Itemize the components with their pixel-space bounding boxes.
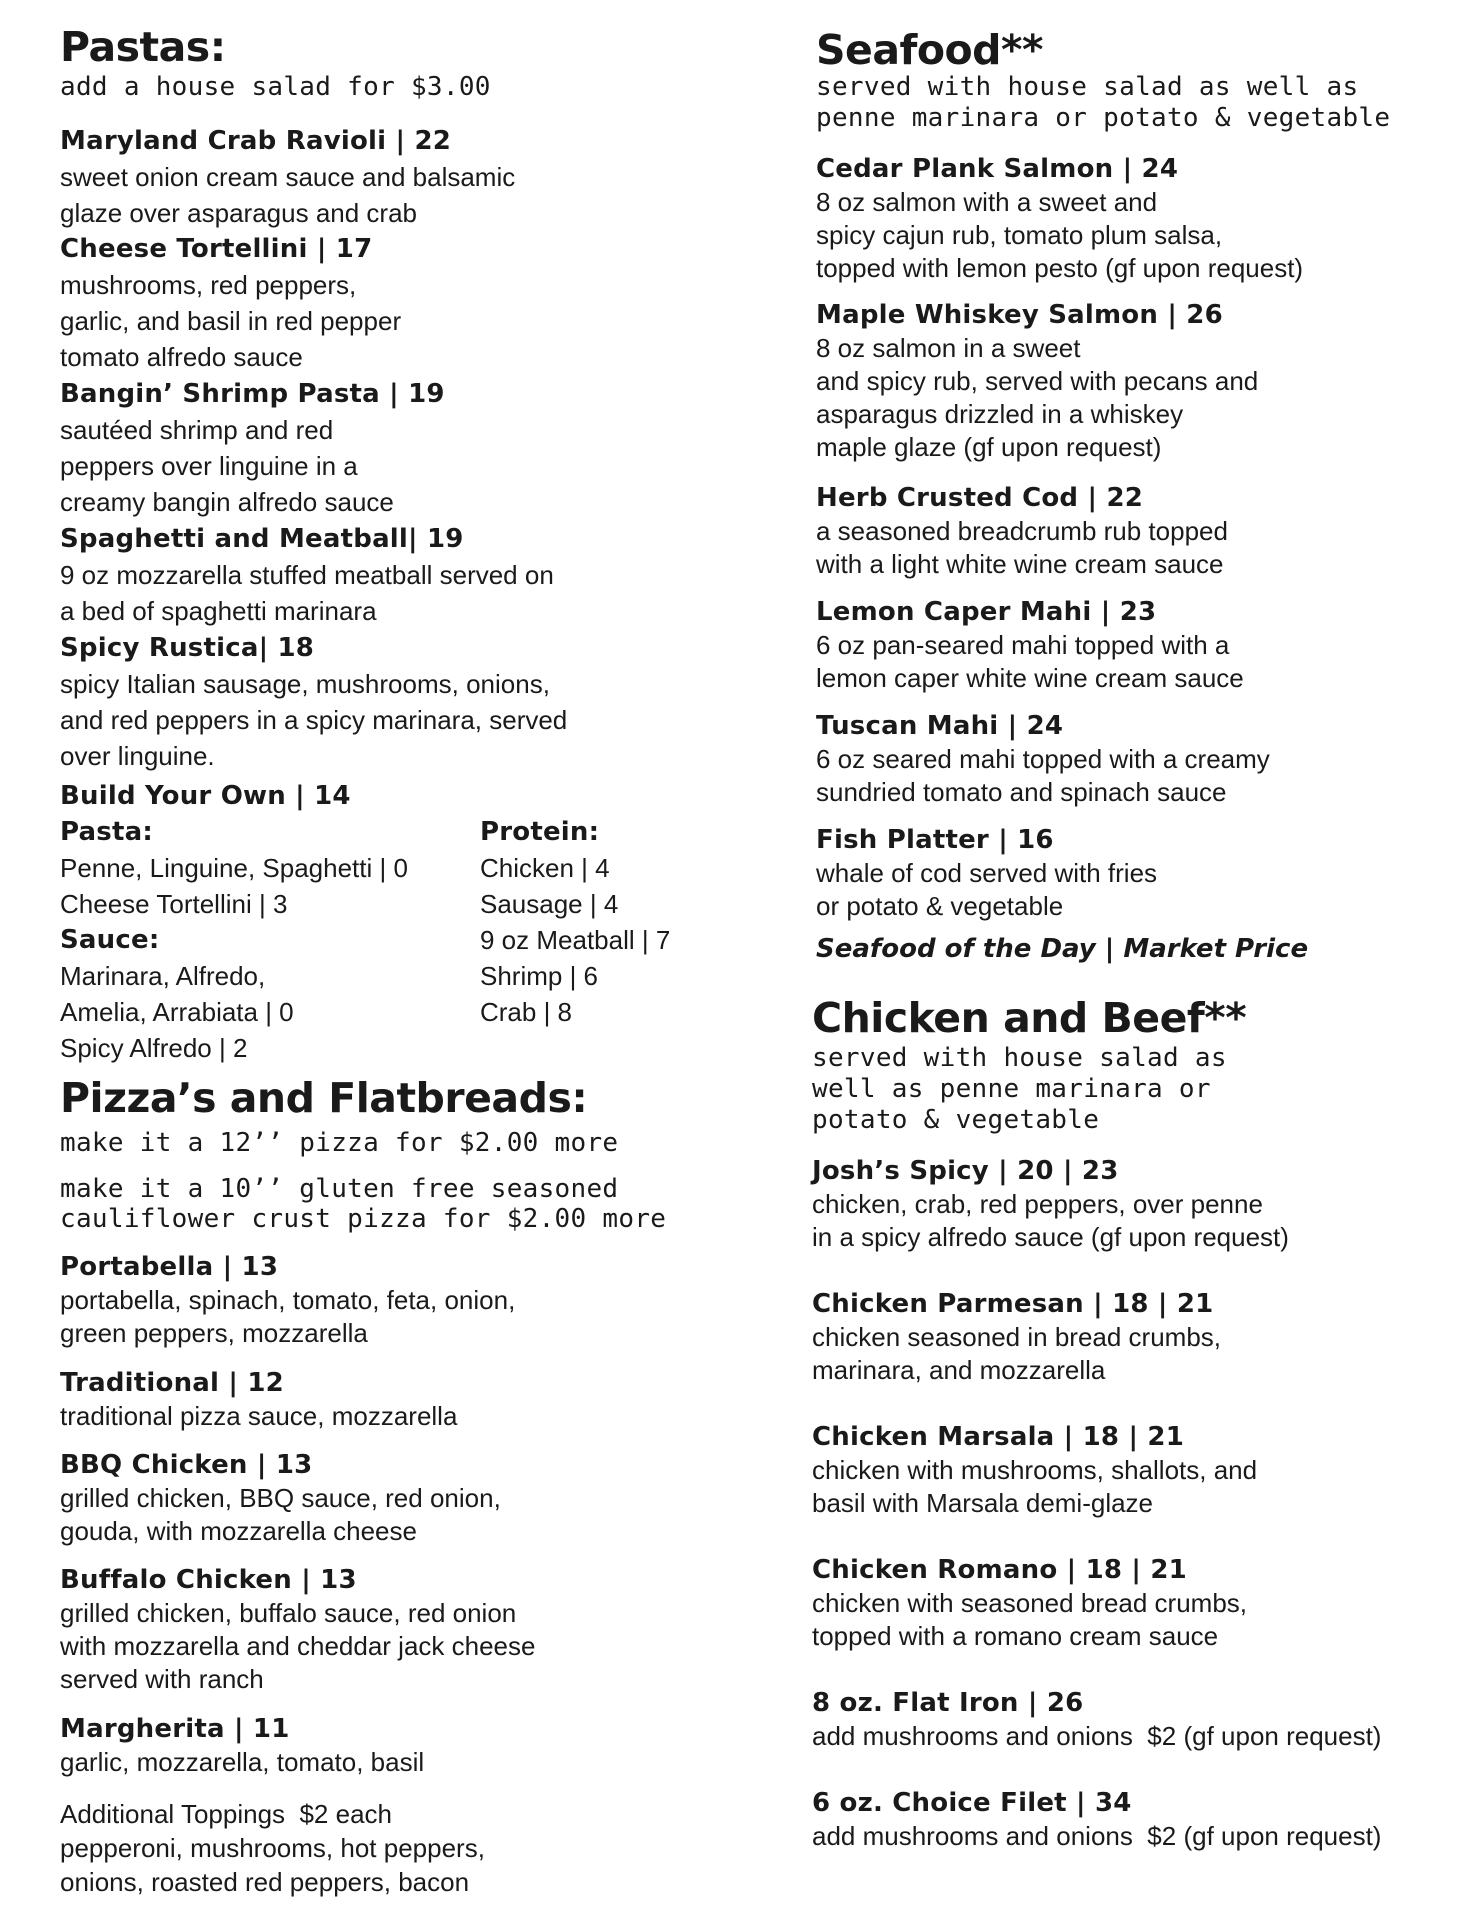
menu-item (60, 521, 554, 629)
menu-item (60, 1712, 424, 1779)
menu-item (60, 1250, 515, 1350)
item-name: Portabella | 13 (60, 1252, 279, 1282)
item-name: Fish Platter | 16 (816, 825, 1054, 855)
option: Amelia, Arrabiata | 0 (60, 997, 294, 1027)
menu-item (816, 823, 1157, 923)
pasta-options (60, 814, 408, 1066)
item-description: 6 oz pan-seared mahi topped with a lemon caper white wine cream sauce (816, 630, 1244, 693)
seafood-title: Seafood** (816, 26, 1043, 74)
item-description: chicken with seasoned bread crumbs, topped with a romano cream sauce (812, 1588, 1248, 1651)
item-description: 9 oz mozzarella stuffed meatball served on a bed of spaghetti marinara (60, 560, 554, 626)
pizzas-subtitle-gf: make it a 10’’ gluten free seasoned cauliflower crust pizza for $2.00 more (60, 1174, 667, 1234)
item-name: Lemon Caper Mahi | 23 (816, 597, 1157, 627)
item-name: Bangin’ Shrimp Pasta | 19 (60, 379, 445, 409)
menu-item (816, 481, 1228, 581)
item-description: sweet onion cream sauce and balsamic glaze over asparagus and crab (60, 162, 516, 228)
item-description: 6 oz seared mahi topped with a creamy sundried tomato and spinach sauce (816, 744, 1270, 807)
option: Cheese Tortellini | 3 (60, 889, 288, 919)
pastas-subtitle: add a house salad for $3.00 (60, 72, 491, 102)
item-name: Traditional | 12 (60, 1368, 284, 1398)
menu-item (60, 231, 401, 375)
item-description: grilled chicken, buffalo sauce, red onion with mozzarella and cheddar jack cheese served with ranch (60, 1598, 536, 1694)
menu-item (60, 1563, 535, 1696)
item-description: a seasoned breadcrumb rub topped with a light white wine cream sauce (816, 516, 1228, 579)
option: Crab | 8 (480, 997, 573, 1027)
item-name: Maryland Crab Ravioli | 22 (60, 126, 452, 156)
option: Sausage | 4 (480, 889, 619, 919)
menu-item (816, 595, 1244, 695)
additional-toppings: Additional Toppings $2 each pepperoni, mushrooms, hot peppers, onions, roasted red peppers, bacon (60, 1799, 485, 1897)
item-description: add mushrooms and onions $2 (gf upon request) (812, 1821, 1382, 1851)
item-name: Chicken Parmesan | 18 | 21 (812, 1289, 1214, 1319)
item-description: whale of cod served with fries or potato & vegetable (816, 858, 1158, 921)
menu-item (816, 152, 1303, 285)
item-name: Spicy Rustica| 18 (60, 633, 315, 663)
menu-item (816, 709, 1270, 809)
option: Marinara, Alfredo, (60, 961, 266, 991)
menu-item (60, 123, 515, 231)
item-name: Chicken Romano | 18 | 21 (812, 1555, 1187, 1585)
pasta-label: Pasta: (60, 817, 153, 847)
seafood-of-the-day: Seafood of the Day | Market Price (816, 934, 1309, 964)
item-name: Build Your Own | 14 (60, 781, 351, 811)
menu-item (812, 1553, 1247, 1653)
item-name: Margherita | 11 (60, 1714, 290, 1744)
menu-item (812, 1686, 1381, 1753)
item-name: Herb Crusted Cod | 22 (816, 483, 1144, 513)
protein-options (480, 814, 670, 1030)
pizzas-title: Pizza’s and Flatbreads: (60, 1074, 588, 1122)
pastas-title: Pastas: (60, 23, 226, 71)
item-description: 8 oz salmon in a sweet and spicy rub, served with pecans and asparagus drizzled in a whiskey maple glaze (gf upon request) (816, 333, 1259, 462)
option: Chicken | 4 (480, 853, 610, 883)
menu-item (812, 1287, 1221, 1387)
item-description: traditional pizza sauce, mozzarella (60, 1401, 458, 1431)
item-description: mushrooms, red peppers, garlic, and basil in red pepper tomato alfredo sauce (60, 270, 402, 372)
option: Penne, Linguine, Spaghetti | 0 (60, 853, 408, 883)
item-description: portabella, spinach, tomato, feta, onion, green peppers, mozzarella (60, 1285, 516, 1348)
pizzas-subtitle-12: make it a 12’’ pizza for $2.00 more (60, 1128, 619, 1158)
item-name: Cedar Plank Salmon | 24 (816, 154, 1179, 184)
item-name: Maple Whiskey Salmon | 26 (816, 300, 1223, 330)
seafood-subtitle: served with house salad as well as penne marinara or potato & vegetable (816, 72, 1391, 133)
item-name: Spaghetti and Meatball| 19 (60, 524, 464, 554)
item-description: spicy Italian sausage, mushrooms, onions, and red peppers in a spicy marinara, served over linguine. (60, 669, 568, 771)
menu-item (812, 1786, 1381, 1853)
item-description: grilled chicken, BBQ sauce, red onion, gouda, with mozzarella cheese (60, 1483, 501, 1546)
item-description: sautéed shrimp and red peppers over linguine in a creamy bangin alfredo sauce (60, 415, 394, 517)
item-description: garlic, mozzarella, tomato, basil (60, 1747, 425, 1777)
item-description: chicken, crab, red peppers, over penne in a spicy alfredo sauce (gf upon request) (812, 1189, 1289, 1252)
item-name: 6 oz. Choice Filet | 34 (812, 1788, 1132, 1818)
item-description: chicken seasoned in bread crumbs, marinara, and mozzarella (812, 1322, 1222, 1385)
item-name: Chicken Marsala | 18 | 21 (812, 1422, 1184, 1452)
menu-item (60, 1366, 457, 1433)
item-description: add mushrooms and onions $2 (gf upon request) (812, 1721, 1382, 1751)
item-name: Buffalo Chicken | 13 (60, 1565, 357, 1595)
sauce-label: Sauce: (60, 925, 160, 955)
menu-item (812, 1420, 1257, 1520)
item-name: 8 oz. Flat Iron | 26 (812, 1688, 1084, 1718)
menu-item (60, 630, 567, 774)
item-description: chicken with mushrooms, shallots, and basil with Marsala demi-glaze (812, 1455, 1258, 1518)
option: Spicy Alfredo | 2 (60, 1033, 248, 1063)
item-name: BBQ Chicken | 13 (60, 1450, 313, 1480)
protein-label: Protein: (480, 817, 600, 847)
item-name: Josh’s Spicy | 20 | 23 (812, 1156, 1119, 1186)
option: Shrimp | 6 (480, 961, 599, 991)
item-name: Cheese Tortellini | 17 (60, 234, 373, 264)
option: 9 oz Meatball | 7 (480, 925, 671, 955)
menu-item (60, 376, 445, 520)
menu-item (812, 1154, 1289, 1254)
chicken-beef-subtitle: served with house salad as well as penne marinara or potato & vegetable (812, 1043, 1227, 1135)
item-name: Tuscan Mahi | 24 (816, 711, 1064, 741)
menu-item (60, 1448, 501, 1548)
chicken-beef-title: Chicken and Beef** (812, 994, 1247, 1042)
item-description: 8 oz salmon with a sweet and spicy cajun rub, tomato plum salsa, topped with lemon pesto (gf upon request) (816, 187, 1304, 283)
menu-item (816, 298, 1258, 464)
